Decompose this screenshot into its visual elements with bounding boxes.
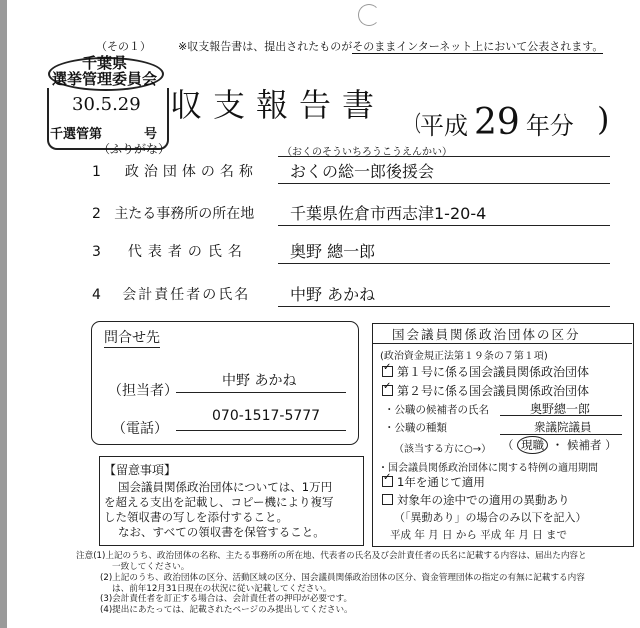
address-value: 千葉県佐倉市西志津1-20-4	[290, 204, 487, 223]
footnote-1b: 一致してください。	[112, 562, 190, 572]
stamp-receipt-suffix: 号	[144, 127, 158, 142]
office-value: 衆議院議員	[534, 420, 592, 434]
changed-row	[382, 492, 570, 508]
notice-underlined: そのままインターネット上において公表されます。	[352, 40, 604, 53]
notes-title: 【留意事項】	[104, 463, 177, 477]
contact-person-label: （担当者）	[108, 383, 178, 399]
office-label: ・公職の種類	[384, 422, 447, 434]
full-year-checkbox[interactable]	[382, 476, 393, 487]
year-number: 29	[474, 102, 520, 143]
notes-line2: を超える支出を記載し、コピー機により複写	[104, 495, 334, 509]
year-suffix: 年分	[525, 112, 574, 140]
office-line	[500, 434, 622, 435]
row1-label-text: 政治団体の名称	[124, 164, 258, 180]
row1-num: 1	[92, 164, 106, 180]
changed-text: 対象年の途中での適用の異動あり	[397, 493, 570, 507]
item2-text: 第２号に係る国会議員関係政治団体	[397, 384, 590, 398]
row1-label	[92, 161, 258, 181]
row3-label	[92, 241, 248, 261]
footnote-1: 注意(1)上記のうち、政治団体の名称、主たる事務所の所在地、代表者の氏名及び会計責任者の氏名に記載する内容は、届出た内容と	[76, 551, 587, 561]
contact-person-value: 中野 あかね	[222, 373, 297, 389]
row4-line	[278, 306, 610, 307]
candidate-label: ・公職の候補者の氏名	[384, 404, 489, 416]
changed-note: （「異動あり」の場合のみ以下を記入）	[394, 511, 587, 524]
row2-label	[92, 203, 254, 223]
footnote-2: (2)上記のうち、政治団体の区分、活動区域の区分、国会議員関係政治団体の区分、資金管理団体の指定の有無に記載する内容	[100, 573, 585, 583]
category-title: 国会議員関係政治団体の区分	[392, 327, 581, 342]
row3-num: 3	[92, 244, 107, 260]
candidate-value: 奥野總一郎	[530, 402, 591, 416]
notes-line1: 国会議員関係政治団体については、1万円	[118, 480, 333, 494]
item2-checkbox[interactable]	[382, 385, 393, 396]
form-number: （その１）	[96, 40, 151, 53]
footnote-4: (4)提出にあたっては、記載されたページのみ提出してください。	[100, 605, 353, 615]
status-group: （ 現職 ・ 候補者 ）	[502, 438, 617, 452]
row1-line	[278, 183, 610, 184]
year-paren-right: )	[597, 100, 610, 138]
row3-line	[278, 263, 610, 264]
item1-text: 第１号に係る国会議員関係政治団体	[397, 365, 590, 379]
contact-phone-line	[176, 430, 346, 431]
notes-line4: なお、すべての領収書を保管すること。	[118, 525, 325, 539]
punch-hole	[358, 4, 380, 26]
contact-person-line	[176, 392, 346, 393]
publication-notice	[178, 38, 603, 54]
report-title: 収支報告書	[170, 86, 386, 124]
year-paren-left	[416, 109, 600, 137]
status-candidate[interactable]: 候補者	[566, 438, 602, 452]
row2-label-text: 主たる事務所の所在地	[114, 206, 255, 222]
category-item1	[382, 363, 589, 380]
row4-num: 4	[92, 287, 103, 303]
status-current[interactable]: 現職	[517, 436, 548, 454]
candidate-line	[500, 415, 622, 416]
footnote-2b: は、前年12月31日現在の状況に従い記載してください。	[112, 584, 332, 594]
row3-label-text: 代表者の氏名	[127, 244, 248, 260]
year-prefix: 平成	[420, 112, 468, 140]
contact-phone-label: （電話）	[112, 421, 168, 437]
changed-checkbox[interactable]	[382, 494, 393, 505]
category-item2	[382, 382, 589, 399]
period-row: 平成 年 月 日 から 平成 年 月 日 まで	[390, 529, 568, 541]
furigana-line	[278, 156, 610, 157]
furigana-value: （おくのそういちろうこうえんかい）	[282, 147, 452, 158]
footnote-3: (3)会計責任者を訂正する場合は、会計責任者の押印が必要です。	[100, 594, 353, 604]
stamp-receipt-label: 千選管第	[50, 127, 103, 142]
stamp-org-line1: 千葉県	[82, 54, 128, 72]
full-year-row	[382, 474, 485, 490]
notice-prefix: ※収支報告書は、提出されたものが	[178, 40, 353, 53]
furigana-label: （ふりがな）	[98, 142, 171, 156]
notes-line3: した領収書の写しを添付すること。	[104, 510, 288, 524]
accountant-value: 中野 あかね	[290, 285, 376, 304]
org-name-value: おくの総一郎後援会	[290, 162, 435, 181]
representative-value: 奥野 總一郎	[290, 242, 376, 261]
row2-num: 2	[92, 206, 101, 222]
item1-checkbox[interactable]	[382, 366, 393, 377]
row4-label	[92, 284, 250, 304]
stamp-org-line2: 選挙管理委員会	[52, 70, 158, 88]
stamp-date: 30.5.29	[72, 94, 141, 115]
applicable-label: （該当する方に○→）	[394, 444, 492, 455]
contact-phone-value: 070-1517-5777	[212, 408, 321, 424]
scan-edge	[0, 0, 7, 628]
special-title: ・国会議員関係政治団体に関する特例の適用期間	[378, 463, 598, 474]
row2-line	[278, 225, 610, 226]
full-year-text: 1年を通じて適用	[397, 475, 485, 489]
row4-label-text: 会計責任者の氏名	[122, 287, 251, 303]
category-law-ref: (政治資金規正法第１９条の７第１項)	[380, 351, 548, 362]
contact-title: 問合せ先	[104, 327, 160, 348]
